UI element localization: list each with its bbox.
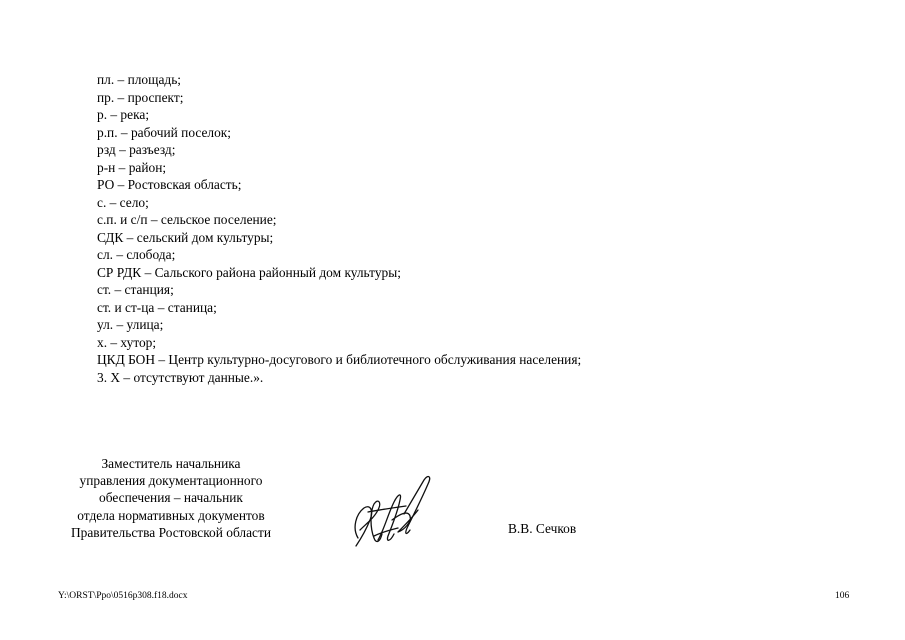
abbreviation-item: ЦКД БОН – Центр культурно-досугового и библиотечного обслуживания населения; [97,352,582,367]
page-number: 106 [835,591,850,601]
signer-title-line: управления документационного [79,473,263,489]
abbreviation-item: СДК – сельский дом культуры; [97,229,274,245]
abbreviation-item: рзд – разъезд; [97,142,176,157]
handwritten-signature [348,470,438,552]
signer-name: В.В. Сечков [508,521,577,536]
abbreviation-item: сл. – слобода; [97,247,176,262]
abbreviation-item: с. – село; [97,194,149,210]
signer-title-line: Правительства Ростовской области [70,524,272,540]
abbreviation-item: ул. – улица; [97,317,164,332]
abbreviation-item: РО – Ростовская область; [97,177,242,192]
abbreviation-item: СР РДК – Сальского района районный дом культуры; [97,264,401,280]
abbreviation-item: р. – река; [97,107,150,122]
abbreviation-item: ст. – станция; [97,282,174,297]
abbreviation-item-final: 3. Х – отсутствуют данные.». [97,369,264,385]
signer-title-line: Заместитель начальника [101,456,241,471]
abbreviation-item: пр. – проспект; [97,89,184,105]
signer-title-block [40,455,302,541]
abbreviation-item: р-н – район; [97,159,167,175]
abbreviation-item: с.п. и с/п – сельское поселение; [97,212,277,227]
abbreviation-list [97,71,581,386]
abbreviation-item: ст. и ст-ца – станица; [97,299,217,315]
signer-title-line: отдела нормативных документов [77,507,265,523]
abbreviation-item: х. – хутор; [97,334,157,350]
abbreviation-item: пл. – площадь; [97,72,182,87]
signer-title-line: обеспечения – начальник [99,490,243,506]
footer-file-path: Y:\ORST\Ppo\0516p308.f18.docx [58,591,188,601]
abbreviation-item: р.п. – рабочий поселок; [97,124,232,140]
